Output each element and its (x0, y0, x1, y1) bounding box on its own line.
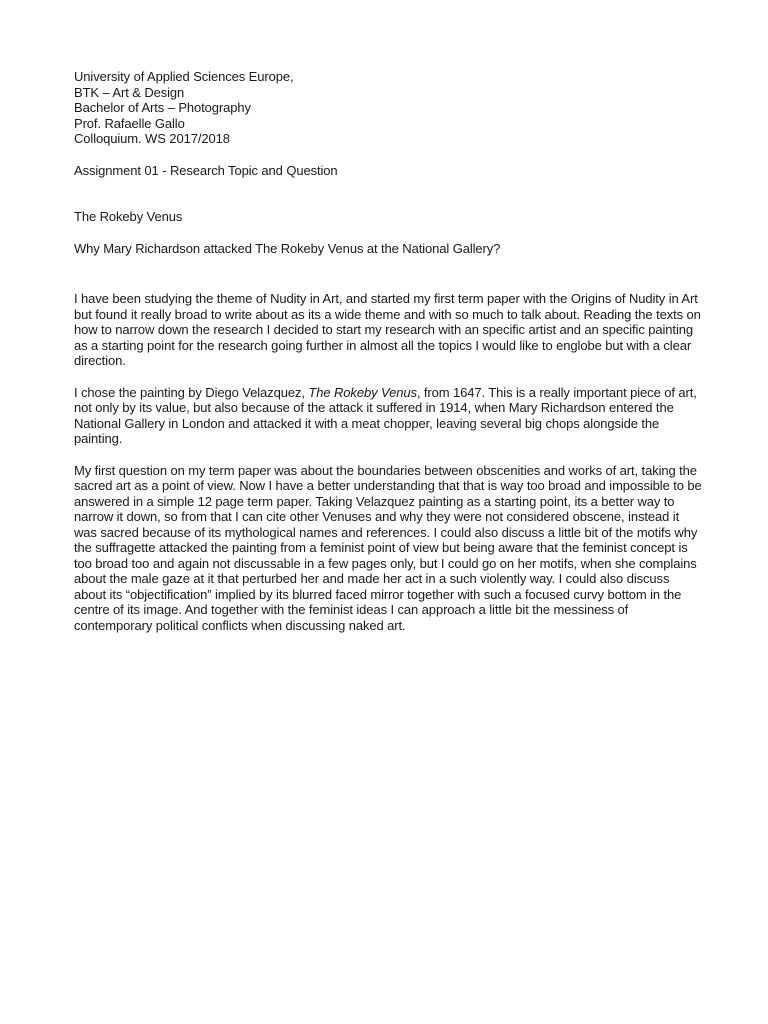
department-name: BTK – Art & Design (74, 84, 185, 100)
painting-title-italic: The Rokeby Venus (308, 384, 417, 400)
body-paragraph-2 (74, 385, 704, 447)
research-topic: The Rokeby Venus (74, 209, 183, 224)
document-header (74, 69, 704, 147)
document-page (74, 69, 704, 633)
research-question: Why Mary Richardson attacked The Rokeby Venus at the National Gallery? (74, 240, 501, 256)
body-paragraph-3: My first question on my term paper was about the boundaries between obscenities and works of art, taking the sacred art as a point of view. Now I have a better understanding that that is way too broad and impossible to be answered in a simple 12 page term paper. Taking Velazquez painting as a starting point, its a better way to narrow it down, so from that I can cite other Venuses and why they were not considered obscene, instead it was sacred because of its mythological names and references. I could also discuss a little bit of the motifs why the suffragette attacked the painting from a feminist point of view but being aware that the feminist concept is too broad too and again not discussable in a few pages only, but I could go on her motifs, when she complains about the male gaze at it that perturbed her and made her act in a such violently way. I could also discuss about its “objectification” implied by its blurred faced mirror together with such a focused curvy bottom in the centre of its image. And together with the feminist ideas I can approach a little bit the messiness of contemporary political conflicts when discussing naked art. (74, 462, 702, 633)
assignment-title: Assignment 01 - Research Topic and Question (74, 162, 338, 178)
degree-name: Bachelor of Arts – Photography (74, 100, 251, 115)
university-name: University of Applied Sciences Europe, (74, 69, 294, 84)
paragraph-2-rest: , from 1647. This is a really important piece of art, not only by its value, but also because of the attack it suffered in 1914, when Mary Richardson entered the National Gallery in London and attacked it with a meat chopper, leaving several big chops alongside the painting. (74, 384, 697, 446)
professor-name: Prof. Rafaelle Gallo (74, 115, 185, 131)
course-term: Colloquium. WS 2017/2018 (74, 131, 230, 146)
body-paragraph-1: I have been studying the theme of Nudity in Art, and started my first term paper with the Origins of Nudity in Art but found it really broad to write about as its a wide theme and with so much to talk about. Reading the texts on how to narrow down the research I decided to start my research with an specific artist and an specific painting as a starting point for the research going further in almost all the topics I would like to englobe but with a clear direction. (74, 291, 701, 368)
paragraph-2-intro: I chose the painting by Diego Velazquez, (74, 384, 309, 400)
